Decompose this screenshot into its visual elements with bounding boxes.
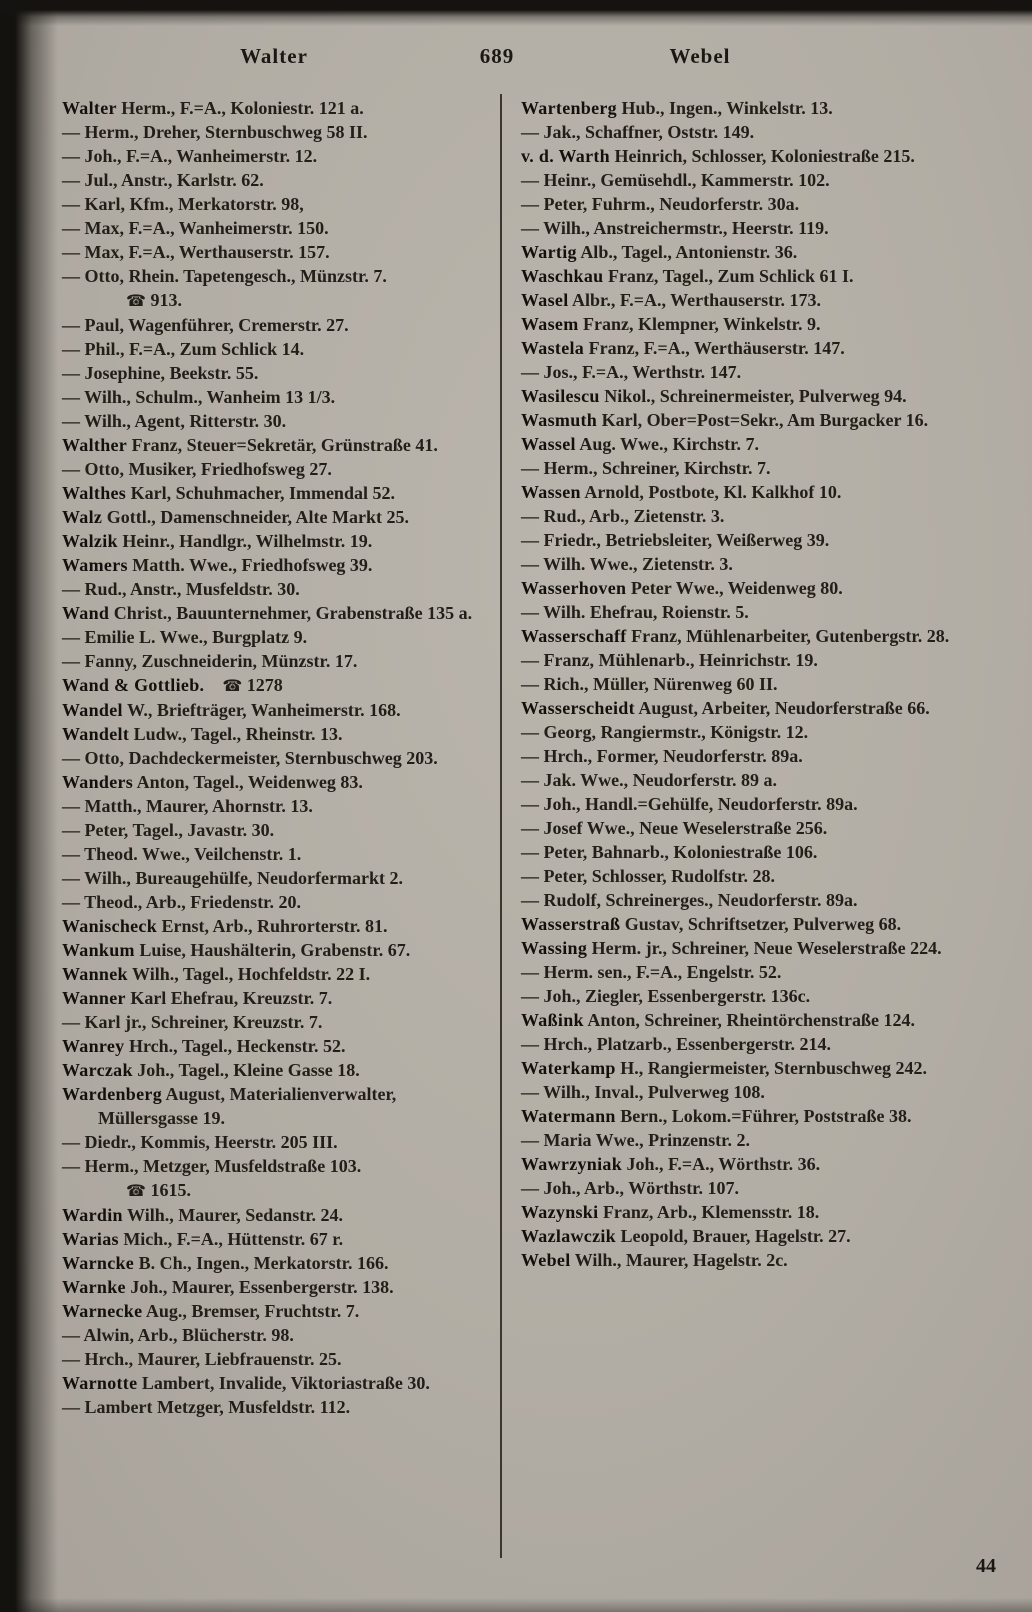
directory-entry: Wamers Matth. Wwe., Friedhofsweg 39.	[62, 555, 373, 575]
entry-surname: Webel	[521, 1250, 571, 1270]
entry-surname: Walter	[62, 98, 117, 118]
entry-surname: Watermann	[521, 1106, 616, 1126]
directory-entry: — Peter, Tagel., Javastr. 30.	[62, 820, 275, 840]
entry-surname: Wand & Gottlieb.	[62, 675, 205, 695]
phone-number: ☎ 913.	[126, 290, 182, 310]
directory-column-left	[62, 96, 486, 1419]
directory-entry: — Otto, Musiker, Friedhofsweg 27.	[62, 459, 332, 479]
directory-entry: Wanrey Hrch., Tagel., Heckenstr. 52.	[62, 1036, 346, 1056]
directory-entry: Warnke Joh., Maurer, Essenbergerstr. 138.	[62, 1277, 394, 1297]
directory-entry: — Herm., Schreiner, Kirchstr. 7.	[521, 458, 771, 478]
directory-entry: — Maria Wwe., Prinzenstr. 2.	[521, 1130, 750, 1150]
directory-entry: — Joh., Handl.=Gehülfe, Neudorferstr. 89a.	[521, 794, 858, 814]
directory-entry: — Theod., Arb., Friedenstr. 20.	[62, 892, 302, 912]
entry-surname: Wannek	[62, 964, 128, 984]
directory-entry: Wasserhoven Peter Wwe., Weidenweg 80.	[521, 578, 843, 598]
phone-number: ☎ 1278	[222, 675, 283, 695]
directory-entry: — Phil., F.=A., Zum Schlick 14.	[62, 339, 305, 359]
directory-entry: — Fanny, Zuschneiderin, Münzstr. 17.	[62, 651, 358, 671]
directory-entry: Warczak Joh., Tagel., Kleine Gasse 18.	[62, 1060, 360, 1080]
directory-entry: Wazlawczik Leopold, Brauer, Hagelstr. 27.	[521, 1226, 851, 1246]
directory-entry: — Max, F.=A., Wanheimerstr. 150.	[62, 218, 329, 238]
entry-surname: Wassen	[521, 482, 581, 502]
directory-entry: — Karl, Kfm., Merkatorstr. 98,	[62, 194, 304, 214]
entry-surname: Wamers	[62, 555, 128, 575]
directory-entry: Walz Gottl., Damenschneider, Alte Markt 25.	[62, 507, 410, 527]
directory-entry: — Karl jr., Schreiner, Kreuzstr. 7.	[62, 1012, 323, 1032]
directory-entry: — Josef Wwe., Neue Weselerstraße 256.	[521, 818, 828, 838]
directory-entry: — Jul., Anstr., Karlstr. 62.	[62, 170, 264, 190]
directory-entry: — Peter, Schlosser, Rudolfstr. 28.	[521, 866, 776, 886]
directory-entry: Wanner Karl Ehefrau, Kreuzstr. 7.	[62, 988, 333, 1008]
entry-surname: Wawrzyniak	[521, 1154, 623, 1174]
entry-surname: Wanner	[62, 988, 126, 1008]
directory-entry: Waschkau Franz, Tagel., Zum Schlick 61 I.	[521, 266, 854, 286]
directory-entry: — Wilh., Bureaugehülfe, Neudorfermarkt 2.	[62, 868, 403, 888]
directory-entry: — Franz, Mühlenarb., Heinrichstr. 19.	[521, 650, 818, 670]
entry-surname: Wassel	[521, 434, 576, 454]
directory-entry: Wand Christ., Bauunternehmer, Grabenstraße 135 a.	[62, 603, 473, 623]
directory-entry: — Herm. sen., F.=A., Engelstr. 52.	[521, 962, 782, 982]
directory-entry: — Jos., F.=A., Werthstr. 147.	[521, 362, 742, 382]
directory-entry: Wandelt Ludw., Tagel., Rheinstr. 13.	[62, 724, 343, 744]
directory-entry: Wartenberg Hub., Ingen., Winkelstr. 13.	[521, 98, 833, 118]
entry-surname: Wasserscheidt	[521, 698, 635, 718]
entry-surname: Wasem	[521, 314, 579, 334]
directory-entry: — Otto, Dachdeckermeister, Sternbuschweg 203.	[62, 748, 438, 768]
directory-entry: — Jak. Wwe., Neudorferstr. 89 a.	[521, 770, 777, 790]
entry-surname: Warncke	[62, 1253, 135, 1273]
directory-entry: — Emilie L. Wwe., Burgplatz 9.	[62, 627, 308, 647]
directory-entry: — Paul, Wagenführer, Cremerstr. 27.	[62, 315, 349, 335]
directory-entry: Wasem Franz, Klempner, Winkelstr. 9.	[521, 314, 821, 334]
directory-entry: — Rud., Arb., Zietenstr. 3.	[521, 506, 725, 526]
directory-entry	[62, 673, 486, 698]
phone-icon: ☎	[126, 1181, 146, 1200]
directory-entry: Wastela Franz, F.=A., Werthäuserstr. 147.	[521, 338, 845, 358]
directory-entry: Waterkamp H., Rangiermeister, Sternbuschweg 242.	[521, 1058, 928, 1078]
entry-surname: Wandel	[62, 700, 123, 720]
directory-entry: — Georg, Rangiermstr., Königstr. 12.	[521, 722, 809, 742]
directory-entry: — Theod. Wwe., Veilchenstr. 1.	[62, 844, 302, 864]
entry-surname: Wassing	[521, 938, 588, 958]
entry-surname: Waschkau	[521, 266, 604, 286]
entry-surname: Walthes	[62, 483, 127, 503]
directory-entry: Watermann Bern., Lokom.=Führer, Poststraße 38.	[521, 1106, 912, 1126]
directory-entry: Walter Herm., F.=A., Koloniestr. 121 a.	[62, 98, 364, 118]
directory-entry: Waßink Anton, Schreiner, Rheintörchenstraße 124.	[521, 1010, 916, 1030]
directory-entry: — Rud., Anstr., Musfeldstr. 30.	[62, 579, 300, 599]
directory-entry: Wanders Anton, Tagel., Weidenweg 83.	[62, 772, 363, 792]
entry-surname: Wazlawczik	[521, 1226, 616, 1246]
directory-entry: Walther Franz, Steuer=Sekretär, Grünstraße 41.	[62, 435, 438, 455]
directory-entry: — Peter, Bahnarb., Koloniestraße 106.	[521, 842, 818, 862]
header-keyword-left: Walter	[240, 44, 308, 68]
scan-shadow-top	[0, 0, 1032, 26]
entry-surname: Warnecke	[62, 1301, 143, 1321]
directory-entry: Wasserscheidt August, Arbeiter, Neudorferstraße 66.	[521, 698, 930, 718]
entry-surname: v. d. Warth	[521, 146, 610, 166]
directory-entry: — Rudolf, Schreinerges., Neudorferstr. 89a.	[521, 890, 858, 910]
header-page-number: 689	[479, 44, 515, 68]
directory-entry: — Joh., Arb., Wörthstr. 107.	[521, 1178, 740, 1198]
directory-entry: — Matth., Maurer, Ahornstr. 13.	[62, 796, 313, 816]
entry-surname: Wandelt	[62, 724, 130, 744]
directory-entry: Warnecke Aug., Bremser, Fruchtstr. 7.	[62, 1301, 360, 1321]
phone-number: ☎ 1615.	[126, 1180, 191, 1200]
entry-surname: Wasserhoven	[521, 578, 627, 598]
entry-surname: Wardenberg	[62, 1084, 162, 1104]
directory-entry: Walthes Karl, Schuhmacher, Immendal 52.	[62, 483, 395, 503]
directory-entry: Wannek Wilh., Tagel., Hochfeldstr. 22 I.	[62, 964, 371, 984]
directory-entry: — Herm., Dreher, Sternbuschweg 58 II.	[62, 122, 368, 142]
phone-icon: ☎	[222, 676, 243, 695]
directory-entry: Warias Mich., F.=A., Hüttenstr. 67 r.	[62, 1229, 344, 1249]
entry-surname: Wastela	[521, 338, 585, 358]
directory-entry: Walzik Heinr., Handlgr., Wilhelmstr. 19.	[62, 531, 373, 551]
directory-entry: — Wilh. Wwe., Zietenstr. 3.	[521, 554, 733, 574]
entry-surname: Wankum	[62, 940, 135, 960]
directory-entry: Wasserschaff Franz, Mühlenarbeiter, Gutenbergstr. 28.	[521, 626, 950, 646]
scan-shadow-bottom	[0, 1598, 1032, 1612]
entry-surname: Waßink	[521, 1010, 584, 1030]
directory-entry: Wanischeck Ernst, Arb., Ruhrorterstr. 81.	[62, 916, 388, 936]
directory-entry: Wandel W., Briefträger, Wanheimerstr. 168.	[62, 700, 401, 720]
entry-surname: Wasmuth	[521, 410, 598, 430]
page-header	[0, 44, 1032, 74]
entry-surname: Warias	[62, 1229, 119, 1249]
directory-entry: Warnotte Lambert, Invalide, Viktoriastraße 30.	[62, 1373, 430, 1393]
entry-surname: Walzik	[62, 531, 118, 551]
column-divider-rule	[500, 94, 502, 1558]
directory-entry: — Hrch., Maurer, Liebfrauenstr. 25.	[62, 1349, 342, 1369]
directory-entry: — Wilh., Agent, Ritterstr. 30.	[62, 411, 287, 431]
directory-entry: — Herm., Metzger, Musfeldstraße 103. ☎ 1615.	[62, 1154, 486, 1203]
directory-entry: v. d. Warth Heinrich, Schlosser, Koloniestraße 215.	[521, 146, 915, 166]
directory-entry: Wasilescu Nikol., Schreinermeister, Pulverweg 94.	[521, 386, 907, 406]
directory-entry: Wawrzyniak Joh., F.=A., Wörthstr. 36.	[521, 1154, 821, 1174]
directory-entry: — Wilh., Anstreichermstr., Heerstr. 119.	[521, 218, 829, 238]
directory-entry: Wasserstraß Gustav, Schriftsetzer, Pulverweg 68.	[521, 914, 902, 934]
directory-entry: — Hrch., Former, Neudorferstr. 89a.	[521, 746, 803, 766]
entry-surname: Warnke	[62, 1277, 126, 1297]
directory-entry: Wankum Luise, Haushälterin, Grabenstr. 67.	[62, 940, 411, 960]
entry-surname: Wand	[62, 603, 110, 623]
directory-entry: Webel Wilh., Maurer, Hagelstr. 2c.	[521, 1250, 788, 1270]
entry-surname: Warnotte	[62, 1373, 138, 1393]
directory-entry: Wardin Wilh., Maurer, Sedanstr. 24.	[62, 1205, 344, 1225]
entry-surname: Wasilescu	[521, 386, 600, 406]
scan-shadow-left	[0, 0, 58, 1612]
directory-entry: — Peter, Fuhrm., Neudorferstr. 30a.	[521, 194, 800, 214]
directory-entry: — Hrch., Platzarb., Essenbergerstr. 214.	[521, 1034, 831, 1054]
directory-entry: — Max, F.=A., Werthauserstr. 157.	[62, 242, 330, 262]
directory-entry: Warncke B. Ch., Ingen., Merkatorstr. 166.	[62, 1253, 389, 1273]
entry-surname: Wasel	[521, 290, 569, 310]
directory-entry: Wasmuth Karl, Ober=Post=Sekr., Am Burgacker 16.	[521, 410, 929, 430]
directory-entry: — Wilh. Ehefrau, Roienstr. 5.	[521, 602, 749, 622]
directory-entry: — Josephine, Beekstr. 55.	[62, 363, 259, 383]
entry-surname: Wazynski	[521, 1202, 599, 1222]
directory-entry: — Wilh., Inval., Pulverweg 108.	[521, 1082, 765, 1102]
entry-surname: Wanders	[62, 772, 134, 792]
directory-entry: Wassel Aug. Wwe., Kirchstr. 7.	[521, 434, 760, 454]
directory-entry: — Alwin, Arb., Blücherstr. 98.	[62, 1325, 294, 1345]
directory-entry: — Otto, Rhein. Tapetengesch., Münzstr. 7. ☎ 913.	[62, 264, 486, 313]
directory-entry: Wasel Albr., F.=A., Werthauserstr. 173.	[521, 290, 821, 310]
entry-surname: Wartig	[521, 242, 577, 262]
directory-entry: Wassing Herm. jr., Schreiner, Neue Weselerstraße 224.	[521, 938, 942, 958]
directory-entry: — Joh., F.=A., Wanheimerstr. 12.	[62, 146, 318, 166]
entry-surname: Wartenberg	[521, 98, 617, 118]
directory-column-right	[521, 96, 959, 1272]
entry-surname: Warczak	[62, 1060, 133, 1080]
entry-surname: Wasserstraß	[521, 914, 621, 934]
entry-surname: Wardin	[62, 1205, 123, 1225]
directory-entry: Wassen Arnold, Postbote, Kl. Kalkhof 10.	[521, 482, 842, 502]
directory-entry: — Joh., Ziegler, Essenbergerstr. 136c.	[521, 986, 811, 1006]
directory-entry: — Wilh., Schulm., Wanheim 13 1/3.	[62, 387, 336, 407]
signature-mark: 44	[976, 1555, 996, 1577]
directory-entry: — Diedr., Kommis, Heerstr. 205 III.	[62, 1132, 338, 1152]
entry-surname: Wanischeck	[62, 916, 158, 936]
directory-entry: Wazynski Franz, Arb., Klemensstr. 18.	[521, 1202, 820, 1222]
directory-entry: — Rich., Müller, Nürenweg 60 II.	[521, 674, 778, 694]
entry-surname: Waterkamp	[521, 1058, 616, 1078]
directory-entry: — Jak., Schaffner, Oststr. 149.	[521, 122, 755, 142]
directory-entry: — Friedr., Betriebsleiter, Weißerweg 39.	[521, 530, 830, 550]
directory-entry: Wardenberg August, Materialienverwalter, Müllersgasse 19.	[62, 1084, 397, 1128]
entry-surname: Wanrey	[62, 1036, 125, 1056]
directory-entry: — Lambert Metzger, Musfeldstr. 112.	[62, 1397, 351, 1417]
entry-surname: Walz	[62, 507, 103, 527]
header-keyword-right: Webel	[669, 44, 731, 68]
phone-icon: ☎	[126, 291, 146, 310]
entry-surname: Wasserschaff	[521, 626, 627, 646]
directory-entry: — Heinr., Gemüsehdl., Kammerstr. 102.	[521, 170, 830, 190]
directory-entry: Wartig Alb., Tagel., Antonienstr. 36.	[521, 242, 798, 262]
entry-surname: Walther	[62, 435, 128, 455]
